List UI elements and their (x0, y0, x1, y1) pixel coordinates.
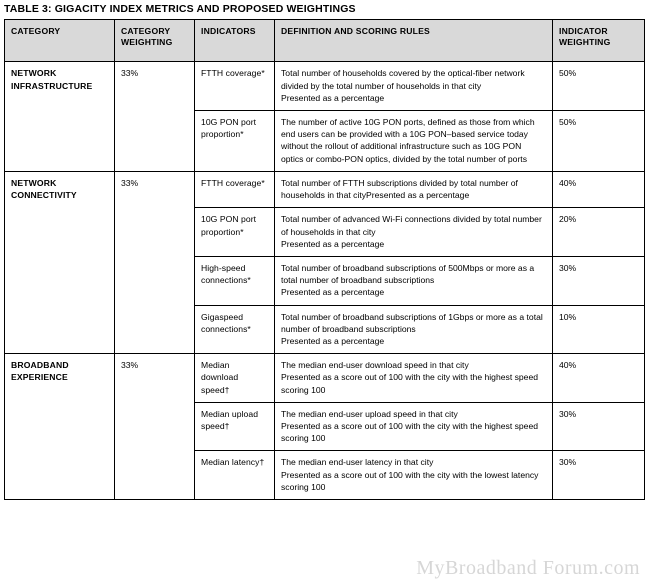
column-header-category: CATEGORY (5, 20, 115, 62)
table-body (5, 62, 645, 499)
cell-indicator: FTTH coverage* (195, 62, 275, 111)
cell-indicator: Median download speed† (195, 354, 275, 403)
rule-line: The number of active 10G PON ports, defined as those from which end users can be provided with a 10G PON–based service today without the rollout of additional infrastructure such as 10G PON optics or combo-PON optics, divided by the total number of ports (281, 117, 535, 164)
cell-definition-and-scoring-rules (275, 354, 553, 403)
cell-indicator-weighting: 10% (553, 305, 645, 354)
page-title: TABLE 3: GIGACITY INDEX METRICS AND PROPOSED WEIGHTINGS (4, 3, 356, 15)
cell-indicator: Gigaspeed connections* (195, 305, 275, 354)
rule-line: Total number of households covered by the optical-fiber network divided by the total number of households in that city (281, 68, 525, 91)
cell-category-weighting: 33% (115, 171, 195, 353)
rule-line: Total number of broadband subscriptions of 500Mbps or more as a total number of broadband subscriptions (281, 262, 535, 286)
cell-definition-and-scoring-rules (275, 402, 553, 451)
rule-line: The median end-user download speed in that city (281, 360, 469, 371)
table-header-row (5, 20, 645, 62)
cell-definition-and-scoring-rules (275, 451, 553, 500)
cell-indicator: FTTH coverage* (195, 171, 275, 207)
gigacity-index-table (4, 19, 645, 500)
rule-line: Total number of broadband subscriptions of 1Gbps or more as a total number of broadband subscriptions (281, 311, 543, 334)
rule-line: Presented as a score out of 100 with the city with the lowest latency scoring 100 (281, 469, 539, 492)
rule-line: Total number of advanced Wi-Fi connections divided by total number of households in that city (281, 214, 542, 237)
cell-category: NETWORK INFRASTRUCTURE (5, 62, 115, 171)
cell-indicator-weighting: 40% (553, 354, 645, 403)
rule-line: Presented as a score out of 100 with the city with the highest speed scoring 100 (281, 372, 539, 395)
rule-line: Presented as a percentage (281, 238, 385, 249)
cell-definition-and-scoring-rules (275, 62, 553, 111)
cell-definition-and-scoring-rules (275, 111, 553, 172)
rule-line: Presented as a percentage (281, 287, 385, 298)
cell-indicator: Median latency† (195, 451, 275, 500)
table-row (5, 62, 645, 111)
cell-definition-and-scoring-rules (275, 256, 553, 305)
cell-category: BROADBAND EXPERIENCE (5, 354, 115, 500)
cell-indicator-weighting: 20% (553, 208, 645, 257)
cell-indicator: Median upload speed† (195, 402, 275, 451)
rule-line: The median end-user upload speed in that city (281, 408, 458, 419)
cell-definition-and-scoring-rules (275, 171, 553, 207)
rule-line: The median end-user latency in that city (281, 457, 434, 468)
cell-definition-and-scoring-rules (275, 208, 553, 257)
rule-line: Total number of FTTH subscriptions divided by total number of households in that cityPresented as a percentage (281, 177, 518, 201)
cell-category-weighting: 33% (115, 354, 195, 500)
cell-definition-and-scoring-rules (275, 305, 553, 354)
table-row (5, 171, 645, 207)
cell-indicator: 10G PON port proportion* (195, 208, 275, 257)
column-header-indicators: INDICATORS (195, 20, 275, 62)
cell-indicator-weighting: 30% (553, 451, 645, 500)
column-header-definition-and-scoring-rules: DEFINITION AND SCORING RULES (275, 20, 553, 62)
table-row (5, 354, 645, 403)
column-header-category-weighting: CATEGORY WEIGHTING (115, 20, 195, 62)
cell-indicator-weighting: 50% (553, 62, 645, 111)
cell-indicator-weighting: 40% (553, 171, 645, 207)
column-header-indicator-weighting: INDICATOR WEIGHTING (553, 20, 645, 62)
watermark: MyBroadband Forum.com (416, 557, 640, 579)
rule-line: Presented as a score out of 100 with the city with the highest speed scoring 100 (281, 420, 539, 444)
cell-indicator: High-speed connections* (195, 256, 275, 305)
cell-indicator-weighting: 30% (553, 256, 645, 305)
rule-line: Presented as a percentage (281, 92, 385, 103)
cell-category: NETWORK CONNECTIVITY (5, 171, 115, 353)
cell-category-weighting: 33% (115, 62, 195, 171)
rule-line: Presented as a percentage (281, 335, 385, 346)
cell-indicator-weighting: 30% (553, 402, 645, 451)
cell-indicator-weighting: 50% (553, 111, 645, 172)
cell-indicator: 10G PON port proportion* (195, 111, 275, 172)
